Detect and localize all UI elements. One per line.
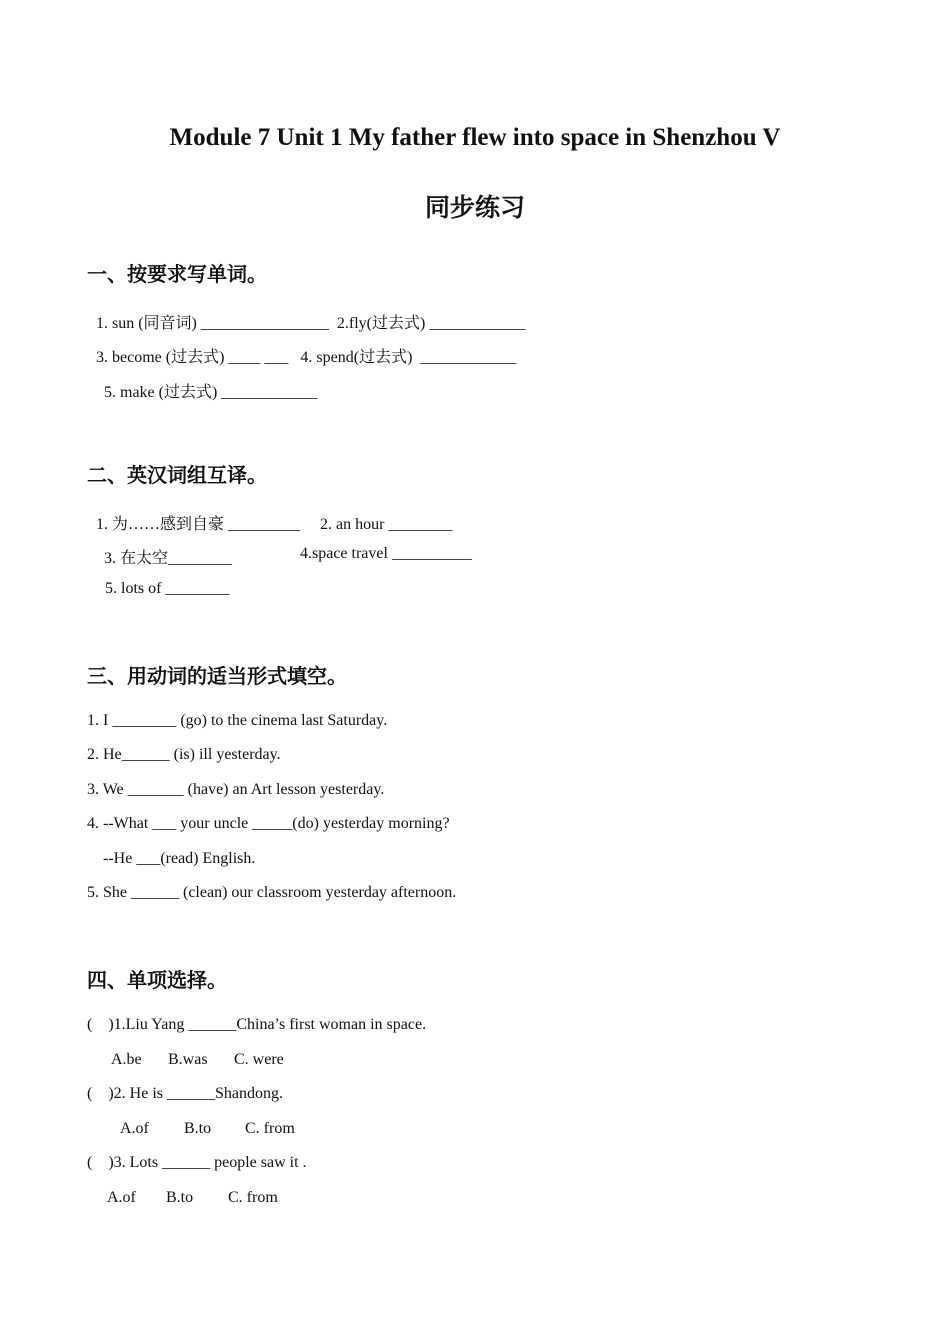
section-4-heading: 四、单项选择。 bbox=[87, 968, 227, 992]
section-3-heading: 三、用动词的适当形式填空。 bbox=[87, 664, 347, 688]
question-2-option-a: A.of bbox=[120, 1120, 149, 1137]
question-1-option-b: B.was bbox=[168, 1051, 208, 1068]
question-2-option-b: B.to bbox=[184, 1120, 212, 1137]
section-2-line-3: 4.space travel __________ bbox=[300, 545, 472, 562]
section-1-line-2: 3. become (过去式) ____ ___ 4. spend(过去式) ____________ bbox=[96, 349, 517, 366]
question-1-stem: ( )1.Liu Yang ______China’s first woman in space. bbox=[87, 1016, 427, 1033]
section-3-line-4: 4. --What ___ your uncle _____(do) yesterday morning? bbox=[87, 815, 450, 832]
section-1-heading: 一、按要求写单词。 bbox=[87, 262, 267, 286]
section-1-line-3: 5. make (过去式) ____________ bbox=[104, 384, 318, 401]
section-3-line-5: --He ___(read) English. bbox=[103, 850, 256, 867]
section-2-heading: 二、英汉词组互译。 bbox=[87, 463, 267, 487]
question-2-option-c: C. from bbox=[245, 1120, 295, 1137]
question-1-option-a: A.be bbox=[111, 1051, 142, 1068]
question-1-option-c: C. were bbox=[234, 1051, 284, 1068]
question-3-stem: ( )3. Lots ______ people saw it . bbox=[87, 1154, 307, 1171]
section-2-line-1: 1. 为……感到自豪 _________ 2. an hour ________ bbox=[96, 516, 453, 533]
question-2-stem: ( )2. He is ______Shandong. bbox=[87, 1085, 283, 1102]
question-3-option-b: B.to bbox=[166, 1189, 194, 1206]
section-3-line-2: 2. He______ (is) ill yesterday. bbox=[87, 746, 281, 763]
section-2-line-4: 5. lots of ________ bbox=[105, 580, 230, 597]
section-2-line-2: 3. 在太空________ bbox=[104, 550, 233, 567]
section-3-line-1: 1. I ________ (go) to the cinema last Saturday. bbox=[87, 712, 388, 729]
worksheet-subtitle: 同步练习 bbox=[424, 193, 525, 222]
question-3-option-a: A.of bbox=[107, 1189, 136, 1206]
section-3-line-6: 5. She ______ (clean) our classroom yesterday afternoon. bbox=[87, 884, 457, 901]
section-1-line-1: 1. sun (同音词) ________________ 2.fly(过去式) ____________ bbox=[96, 315, 526, 332]
section-3-line-3: 3. We _______ (have) an Art lesson yesterday. bbox=[87, 781, 385, 798]
question-3-option-c: C. from bbox=[228, 1189, 278, 1206]
worksheet-title: Module 7 Unit 1 My father flew into space in Shenzhou V bbox=[169, 124, 781, 151]
